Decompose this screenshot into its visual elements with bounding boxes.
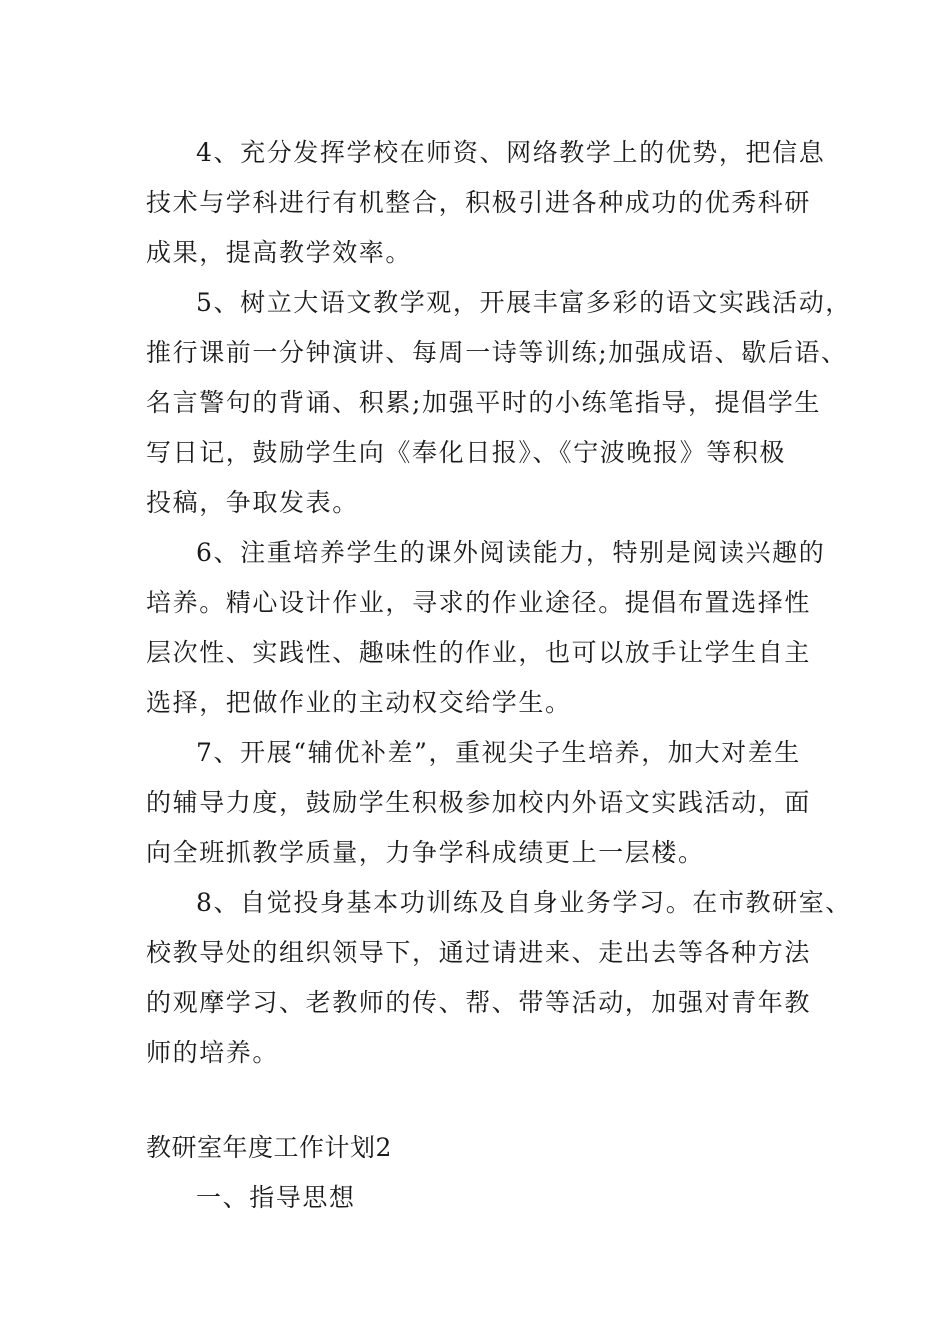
text-line: 写日记，鼓励学生向《奉化日报》、《宁波晚报》等积极 — [146, 438, 787, 467]
text-line: 投稿，争取发表。 — [146, 488, 359, 517]
text-line: 师的培养。 — [146, 1038, 280, 1067]
text-line: 4、充分发挥学校在师资、网络教学上的优势，把信息 — [196, 138, 826, 167]
text-line: 成果，提高教学效率。 — [146, 238, 413, 267]
text-line: 8、自觉投身基本功训练及自身业务学习。在市教研室、 — [196, 888, 852, 917]
text-line: 选择，把做作业的主动权交给学生。 — [146, 688, 572, 717]
text-line: 名言警句的背诵、积累;加强平时的小练笔指导，提倡学生 — [146, 388, 822, 417]
text-line: 7、开展“辅优补差”，重视尖子生培养，加大对差生 — [196, 738, 801, 767]
text-line: 5、树立大语文教学观，开展丰富多彩的语文实践活动， — [196, 288, 852, 317]
subheading: 一、指导思想 — [196, 1183, 356, 1212]
text-line: 的辅导力度，鼓励学生积极参加校内外语文实践活动，面 — [146, 788, 812, 817]
text-line: 层次性、实践性、趣味性的作业，也可以放手让学生自主 — [146, 638, 812, 667]
text-line: 的观摩学习、老教师的传、帮、带等活动，加强对青年教 — [146, 988, 812, 1017]
text-line: 推行课前一分钟演讲、每周一诗等训练;加强成语、歇后语、 — [146, 338, 848, 367]
text-line: 6、注重培养学生的课外阅读能力，特别是阅读兴趣的 — [196, 538, 826, 567]
text-line: 培养。精心设计作业，寻求的作业途径。提倡布置选择性 — [146, 588, 812, 617]
text-line: 技术与学科进行有机整合，积极引进各种成功的优秀科研 — [146, 188, 812, 217]
text-line: 校教导处的组织领导下，通过请进来、走出去等各种方法 — [146, 938, 812, 967]
section-title: 教研室年度工作计划2 — [146, 1133, 392, 1162]
text-line: 向全班抓教学质量，力争学科成绩更上一层楼。 — [146, 838, 705, 867]
